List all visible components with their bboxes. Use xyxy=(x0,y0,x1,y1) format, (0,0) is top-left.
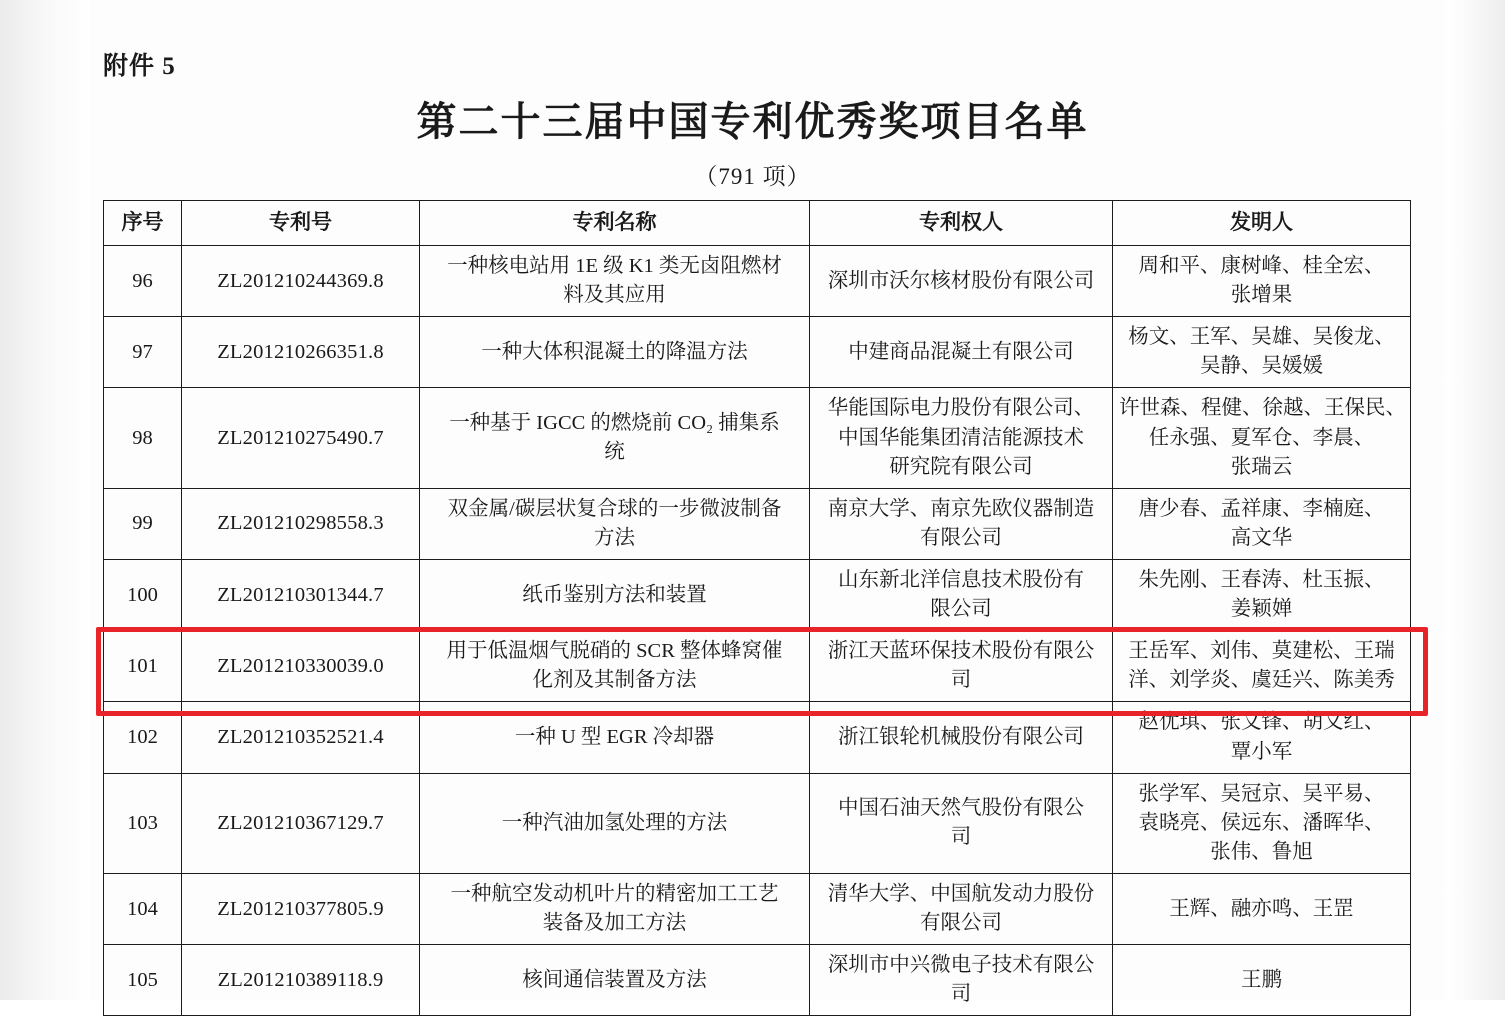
cell-patent-name: 纸币鉴别方法和装置 xyxy=(420,559,810,630)
cell-patent-name: 一种航空发动机叶片的精密加工工艺 装备及加工方法 xyxy=(420,873,810,944)
column-header-patent-no: 专利号 xyxy=(182,201,420,246)
cell-inventors: 王岳军、刘伟、莫建松、王瑞 洋、刘学炎、虞廷兴、陈美秀 xyxy=(1113,631,1411,702)
cell-patent-owner: 清华大学、中国航发动力股份 有限公司 xyxy=(810,873,1113,944)
cell-patent-name: 一种汽油加氢处理的方法 xyxy=(420,773,810,873)
cell-patent-name: 一种 U 型 EGR 冷却器 xyxy=(420,702,810,773)
table-row xyxy=(104,246,1411,317)
table-row xyxy=(104,873,1411,944)
cell-inventors: 许世森、程健、徐越、王保民、 任永强、夏军仓、李晨、 张瑞云 xyxy=(1113,388,1411,488)
cell-patent-number: ZL201210352521.4 xyxy=(182,702,420,773)
page-title: 第二十三届中国专利优秀奖项目名单 xyxy=(416,99,1089,144)
cell-inventors: 唐少春、孟祥康、李楠庭、 高文华 xyxy=(1113,488,1411,559)
cell-serial-number: 104 xyxy=(104,873,182,944)
cell-serial-number: 96 xyxy=(104,246,182,317)
cell-patent-name: 一种基于 IGCC 的燃烧前 CO₂ 捕集系 统 xyxy=(420,388,810,488)
cell-patent-owner: 深圳市中兴微电子技术有限公 司 xyxy=(810,945,1113,1016)
cell-inventors: 杨文、王军、吴雄、吴俊龙、 吴静、吴媛媛 xyxy=(1113,317,1411,388)
cell-patent-number: ZL201210266351.8 xyxy=(182,317,420,388)
cell-inventors: 王鹏 xyxy=(1113,945,1411,1016)
cell-patent-name: 一种核电站用 1E 级 K1 类无卤阻燃材 料及其应用 xyxy=(420,246,810,317)
cell-patent-owner: 浙江天蓝环保技术股份有限公 司 xyxy=(810,631,1113,702)
page-subtitle: （791 项） xyxy=(694,164,811,189)
cell-patent-number: ZL201210301344.7 xyxy=(182,559,420,630)
table-row xyxy=(104,559,1411,630)
cell-serial-number: 103 xyxy=(104,773,182,873)
table-row xyxy=(104,945,1411,1016)
cell-inventors: 王辉、融亦鸣、王罡 xyxy=(1113,873,1411,944)
cell-patent-number: ZL201210389118.9 xyxy=(182,945,420,1016)
cell-patent-owner: 深圳市沃尔核材股份有限公司 xyxy=(810,246,1113,317)
cell-inventors: 朱先刚、王春涛、杜玉振、 姜颖婵 xyxy=(1113,559,1411,630)
cell-patent-owner: 华能国际电力股份有限公司、 中国华能集团清洁能源技术 研究院有限公司 xyxy=(810,388,1113,488)
cell-patent-number: ZL201210244369.8 xyxy=(182,246,420,317)
cell-inventors: 张学军、吴冠京、吴平易、 袁晓亮、侯远东、潘晖华、 张伟、鲁旭 xyxy=(1113,773,1411,873)
cell-serial-number: 102 xyxy=(104,702,182,773)
cell-patent-number: ZL201210298558.3 xyxy=(182,488,420,559)
cell-inventors: 赵优琪、张文锋、胡义红、 覃小军 xyxy=(1113,702,1411,773)
column-header-owner: 专利权人 xyxy=(810,201,1113,246)
cell-patent-number: ZL201210275490.7 xyxy=(182,388,420,488)
cell-serial-number: 105 xyxy=(104,945,182,1016)
cell-patent-owner: 中国石油天然气股份有限公 司 xyxy=(810,773,1113,873)
column-header-patent-name: 专利名称 xyxy=(420,201,810,246)
cell-patent-owner: 南京大学、南京先欧仪器制造 有限公司 xyxy=(810,488,1113,559)
table-row xyxy=(104,488,1411,559)
cell-patent-name: 一种大体积混凝土的降温方法 xyxy=(420,317,810,388)
cell-inventors: 周和平、康树峰、桂全宏、 张增果 xyxy=(1113,246,1411,317)
cell-patent-number: ZL201210330039.0 xyxy=(182,631,420,702)
cell-patent-name: 核间通信装置及方法 xyxy=(420,945,810,1016)
cell-serial-number: 97 xyxy=(104,317,182,388)
cell-patent-owner: 中建商品混凝土有限公司 xyxy=(810,317,1113,388)
table-row xyxy=(104,631,1411,702)
cell-patent-name: 用于低温烟气脱硝的 SCR 整体蜂窝催 化剂及其制备方法 xyxy=(420,631,810,702)
patent-list-table xyxy=(103,200,1411,1016)
table-header-row xyxy=(104,201,1411,246)
column-header-no: 序号 xyxy=(104,201,182,246)
cell-serial-number: 99 xyxy=(104,488,182,559)
cell-patent-number: ZL201210377805.9 xyxy=(182,873,420,944)
cell-serial-number: 98 xyxy=(104,388,182,488)
table-row xyxy=(104,702,1411,773)
cell-serial-number: 100 xyxy=(104,559,182,630)
cell-patent-name: 双金属/碳层状复合球的一步微波制备 方法 xyxy=(420,488,810,559)
cell-patent-number: ZL201210367129.7 xyxy=(182,773,420,873)
cell-patent-owner: 浙江银轮机械股份有限公司 xyxy=(810,702,1113,773)
table-row xyxy=(104,388,1411,488)
cell-serial-number: 101 xyxy=(104,631,182,702)
attachment-label: 附件 5 xyxy=(103,53,176,80)
table-row xyxy=(104,317,1411,388)
table-row xyxy=(104,773,1411,873)
cell-patent-owner: 山东新北洋信息技术股份有 限公司 xyxy=(810,559,1113,630)
column-header-inventors: 发明人 xyxy=(1113,201,1411,246)
